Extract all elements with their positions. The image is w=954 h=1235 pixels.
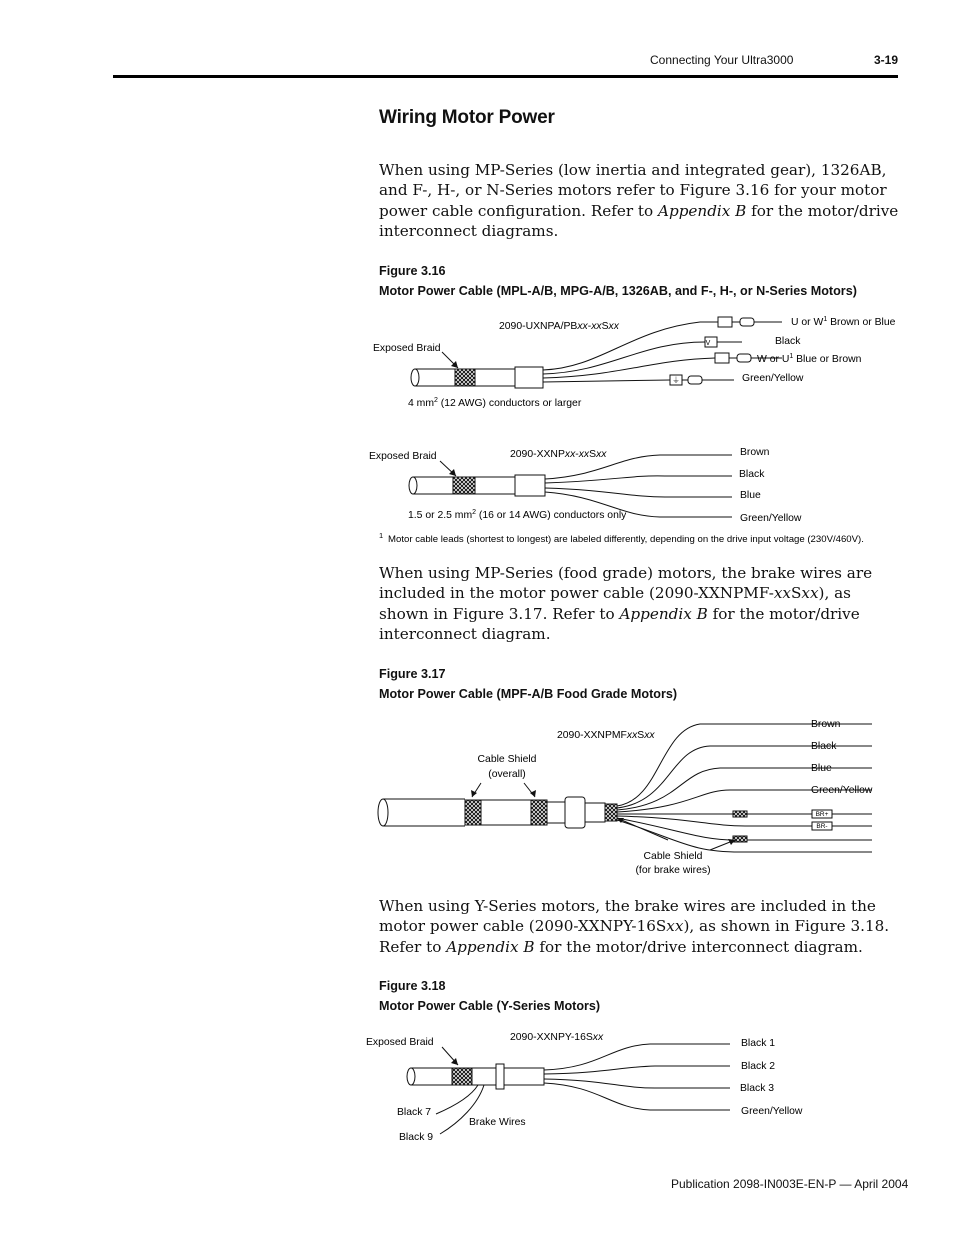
text-run: When using Y-Series motors, the brake wires are included in the motor power cable (2090-XXNPY-16S bbox=[379, 897, 876, 936]
figure-3-16-caption bbox=[379, 261, 857, 301]
text-run: xx bbox=[666, 917, 684, 936]
text-run: S bbox=[790, 584, 802, 603]
figure-title: Motor Power Cable (Y-Series Motors) bbox=[379, 999, 601, 1013]
wire-label: Black bbox=[739, 469, 765, 480]
brake-wire-label: Black 9 bbox=[399, 1132, 434, 1143]
y-series-cable bbox=[407, 1044, 730, 1134]
wire-label: Brown bbox=[740, 447, 770, 458]
figure-number: Figure 3.17 bbox=[379, 667, 446, 681]
appendix-reference: Appendix B bbox=[658, 201, 747, 220]
brake-minus-label: BR- bbox=[816, 823, 828, 830]
wire-label-u-or-w: U or $W^1$ Brown or Blue bbox=[791, 316, 896, 328]
publication-footer: Publication 2098-IN003E-EN-P — April 2004 bbox=[671, 1177, 909, 1191]
food-grade-cable bbox=[378, 724, 872, 852]
footnote-text: Motor cable leads (shortest to longest) are labeled differently, depending on the drive input voltage (230V/460V). bbox=[388, 534, 864, 545]
figure-3-16-diagram bbox=[0, 300, 954, 550]
wire-label-black: Black bbox=[775, 336, 801, 347]
part-number-label: 2090-XXNPMFxxSxx bbox=[557, 730, 655, 741]
figure-number: Figure 3.16 bbox=[379, 264, 446, 278]
running-header-title: Connecting Your Ultra3000 bbox=[650, 53, 794, 67]
appendix-reference: Appendix B bbox=[619, 604, 708, 623]
figure-3-17-caption bbox=[379, 664, 677, 704]
brake-wire-label: Black 7 bbox=[397, 1107, 432, 1118]
figure-title: Motor Power Cable (MPL-A/B, MPG-A/B, 1326AB, and F-, H-, or N-Series Motors) bbox=[379, 284, 857, 298]
bottom-cable bbox=[409, 455, 732, 517]
cable-shield-brake-sublabel: (for brake wires) bbox=[635, 865, 711, 876]
cable-shield-overall-label: Cable Shield bbox=[477, 754, 537, 765]
brake-plus-label: BR+ bbox=[815, 811, 829, 818]
exposed-braid-label: Exposed Braid bbox=[373, 343, 441, 354]
part-number-label: 2090-XXNPY-16Sxx bbox=[510, 1032, 604, 1043]
figure-3-18-caption bbox=[379, 976, 600, 1016]
wire-label: Green/Yellow bbox=[740, 513, 802, 524]
food-grade-paragraph bbox=[379, 563, 899, 645]
section-title: Wiring Motor Power bbox=[379, 107, 555, 128]
text-run: When using MP-Series (food grade) motors, the brake wires are included in the motor power cable (2090-XXNPMF- bbox=[379, 564, 873, 603]
part-number-label: 2090-XXNPxx-xxSxx bbox=[510, 449, 607, 460]
footnote-marker: 1 bbox=[379, 531, 384, 540]
page-number: 3-19 bbox=[874, 53, 899, 67]
intro-paragraph bbox=[379, 160, 899, 242]
exposed-braid-label: Exposed Braid bbox=[369, 451, 437, 462]
y-series-paragraph bbox=[379, 896, 899, 957]
part-number-label: 2090-UXNPA/PBxx-xxSxx bbox=[499, 321, 619, 332]
header-rule bbox=[113, 75, 898, 78]
text-run: for the motor/drive interconnect diagrams. bbox=[379, 201, 899, 241]
text-run: xx bbox=[773, 584, 791, 603]
wire-label: Blue bbox=[740, 490, 761, 501]
wire-label-w-or-u: W or $U^1$ Blue or Brown bbox=[757, 353, 862, 365]
figure-3-18-diagram bbox=[0, 1020, 954, 1150]
text-run: When using MP-Series (low inertia and integrated gear), 1326AB, and F-, H-, or N-Series motors refer to Figure 3.16 for your motor power cable configuration. Refer to bbox=[379, 161, 887, 220]
text-run: for the motor/drive interconnect diagram. bbox=[379, 604, 860, 644]
wire-label: Black 1 bbox=[741, 1038, 776, 1049]
wire-label: Black 2 bbox=[741, 1061, 776, 1072]
wire-label: Green/Yellow bbox=[811, 785, 873, 796]
conductor-size-label: 1.5 or 2.5 $mm^2$ (16 or 14 AWG) conductors only bbox=[408, 509, 627, 521]
text-run: ), as shown in Figure 3.18. Refer to bbox=[379, 917, 890, 956]
brake-wires-label: Brake Wires bbox=[469, 1117, 526, 1128]
figure-3-17-diagram bbox=[0, 710, 954, 885]
conductor-size-label: 4 $mm^2$ (12 AWG) conductors or larger bbox=[408, 397, 582, 409]
appendix-reference: Appendix B bbox=[446, 937, 535, 956]
text-run: xx bbox=[801, 584, 819, 603]
cable-shield-overall-sublabel: (overall) bbox=[488, 769, 526, 780]
wire-label: Green/Yellow bbox=[741, 1106, 803, 1117]
text-run: for the motor/drive interconnect diagram. bbox=[534, 937, 863, 956]
exposed-braid-label: Exposed Braid bbox=[366, 1037, 434, 1048]
v-mark: V bbox=[705, 340, 711, 347]
text-run: ), as shown in Figure 3.17. Refer to bbox=[379, 584, 851, 623]
wire-label: Brown bbox=[811, 719, 841, 730]
figure-number: Figure 3.18 bbox=[379, 979, 446, 993]
wire-label: Blue bbox=[811, 763, 832, 774]
cable-shield-brake-label: Cable Shield bbox=[643, 851, 703, 862]
wire-label: Black bbox=[811, 741, 837, 752]
ground-icon: ⏚ bbox=[672, 376, 680, 385]
wire-label-green-yellow: Green/Yellow bbox=[742, 373, 804, 384]
wire-label: Black 3 bbox=[740, 1083, 775, 1094]
figure-title: Motor Power Cable (MPF-A/B Food Grade Motors) bbox=[379, 687, 678, 701]
